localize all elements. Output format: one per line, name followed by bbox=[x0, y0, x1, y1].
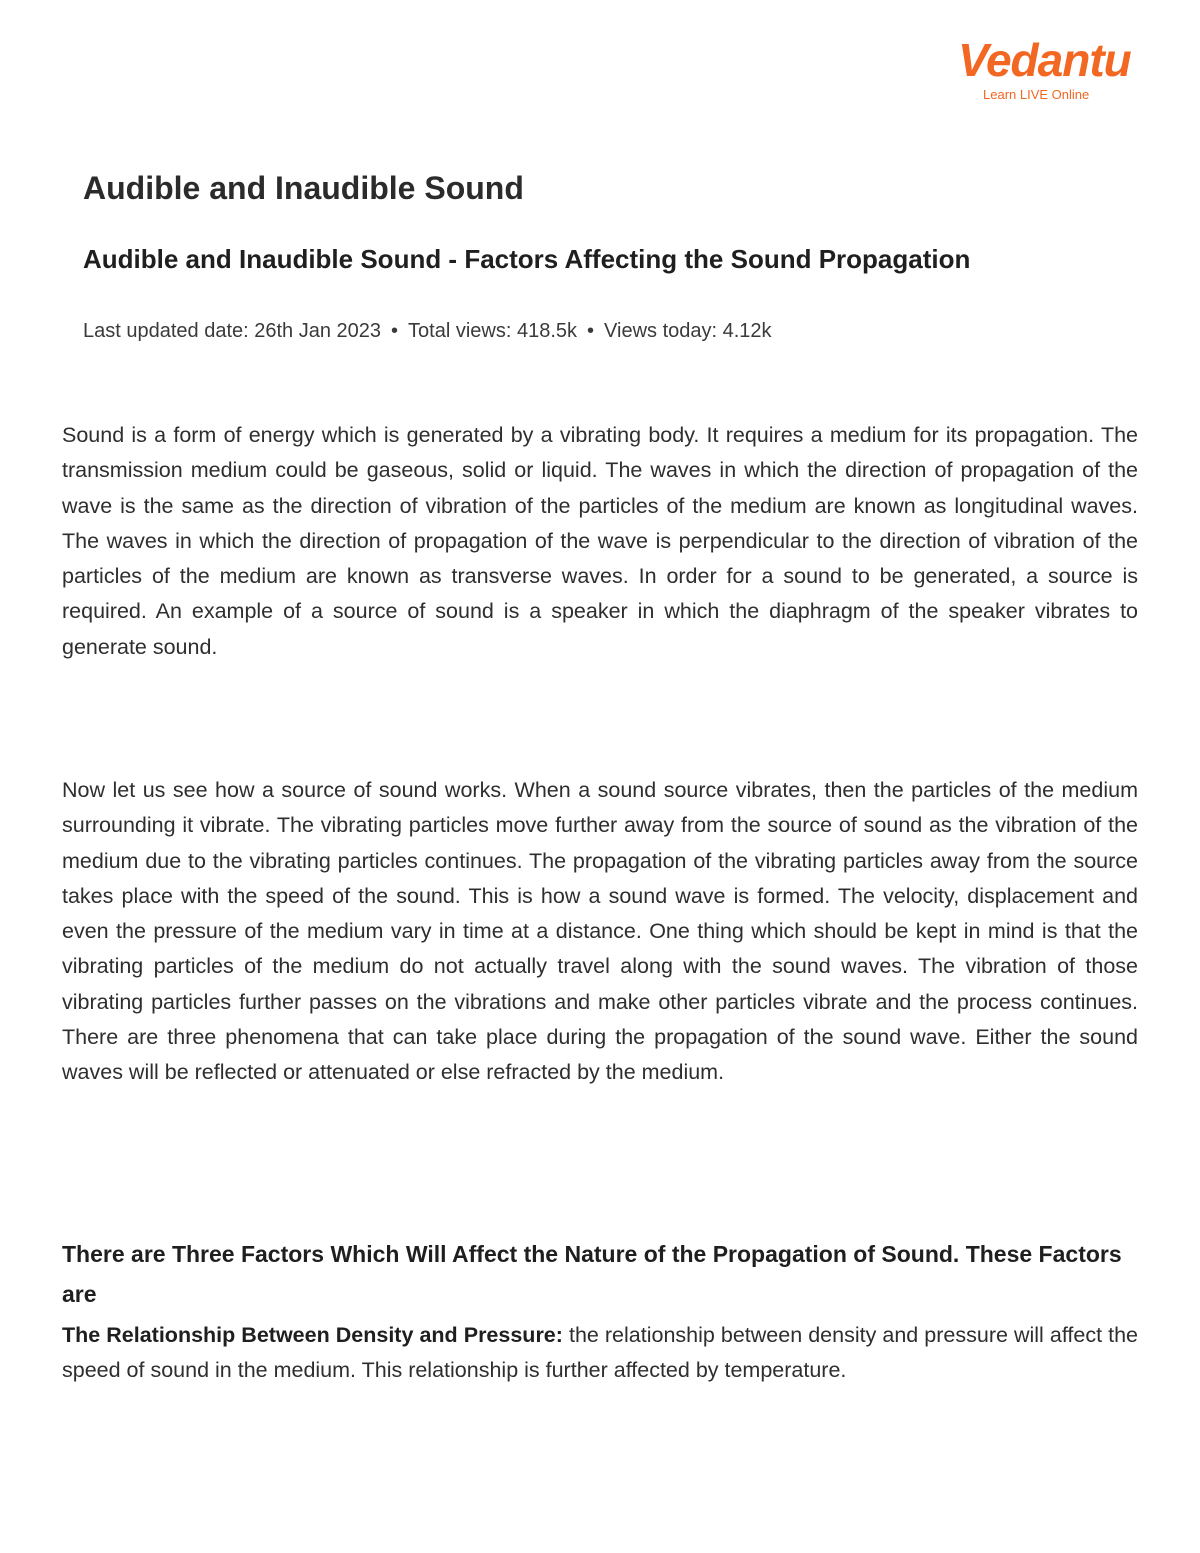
article-meta bbox=[83, 316, 772, 346]
body-paragraph: Sound is a form of energy which is generated by a vibrating body. It requires a medium for its propagation. The transmission medium could be gaseous, solid or liquid. The waves in which the direction of propagation of the wave is the same as the direction of vibration of the particles of the medium are known as longitudinal waves. The waves in which the direction of propagation of the wave is perpendicular to the direction of vibration of the particles of the medium are known as transverse waves. In order for a sound to be generated, a source is required. An example of a source of sound is a speaker in which the diaphragm of the speaker vibrates to generate sound. bbox=[62, 423, 1138, 659]
last-updated-date: Last updated date: 26th Jan 2023 bbox=[83, 320, 382, 342]
page-subtitle: Audible and Inaudible Sound - Factors Affecting the Sound Propagation bbox=[83, 244, 971, 274]
logo-wordmark: Vedantu bbox=[958, 34, 1131, 86]
page-title: Audible and Inaudible Sound bbox=[83, 170, 524, 206]
meta-separator: • bbox=[391, 320, 399, 342]
total-views: Total views: 418.5k bbox=[408, 320, 578, 342]
logo-tagline: Learn LIVE Online bbox=[983, 87, 1090, 102]
factor-term: The Relationship Between Density and Pressure: bbox=[62, 1323, 563, 1347]
factor-paragraph bbox=[62, 1318, 1138, 1389]
factor-text: the relationship between density and pressure will affect the speed of sound in the medium. This relationship is further affected by temperature. bbox=[62, 1323, 1138, 1383]
factors-heading: There are Three Factors Which Will Affect the Nature of the Propagation of Sound. These Factors are bbox=[62, 1241, 1122, 1307]
body-paragraph: Now let us see how a source of sound works. When a sound source vibrates, then the particles of the medium surrounding it vibrate. The vibrating particles move further away from the source of sound as the vibration of the medium due to the vibrating particles continues. The propagation of the vibrating particles away from the source takes place with the speed of the sound. This is how a sound wave is formed. The velocity, displacement and even the pressure of the medium vary in time at a distance. One thing which should be kept in mind is that the vibrating particles of the medium do not actually travel along with the sound waves. The vibration of those vibrating particles further passes on the vibrations and make other particles vibrate and the process continues. There are three phenomena that can take place during the propagation of the sound wave. Either the sound waves will be reflected or attenuated or else refracted by the medium. bbox=[62, 778, 1138, 1085]
meta-separator: • bbox=[587, 320, 595, 342]
vedantu-logo bbox=[958, 32, 1131, 108]
views-today: Views today: 4.12k bbox=[604, 320, 772, 342]
